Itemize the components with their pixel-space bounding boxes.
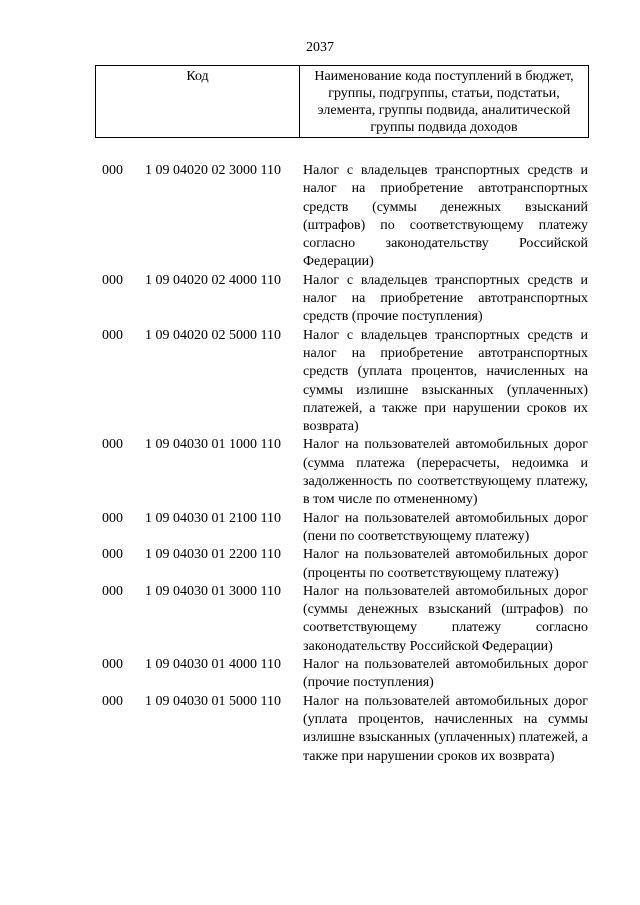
table-row <box>0 656 640 693</box>
row-code: 1 09 04030 01 2100 110 <box>145 510 281 526</box>
table-row <box>0 546 640 583</box>
row-admin-code: 000 <box>102 437 123 453</box>
row-description: Налог на пользователей автомобильных дорог (суммы денежных взысканий (штрафов) по соответствующему платежу согласно законодательству Российской Федерации) <box>303 583 588 654</box>
row-description: Налог на пользователей автомобильных дорог (сумма платежа (перерасчеты, недоимка и задолженность по соответствующему платежу, в том числе по отмененному) <box>303 437 588 508</box>
row-description: Налог с владельцев транспортных средств и налог на приобретение автотранспортных средств (уплата процентов, начисленных на суммы излишне взысканных (уплаченных) платежей, а также при нарушении сроков их возврата) <box>303 327 588 435</box>
row-code: 1 09 04020 02 3000 110 <box>145 163 281 178</box>
row-code: 1 09 04020 02 5000 110 <box>145 327 281 343</box>
table-row <box>0 162 640 272</box>
row-admin-code: 000 <box>102 510 123 526</box>
table-row <box>0 272 640 327</box>
row-code: 1 09 04030 01 5000 110 <box>145 693 281 709</box>
table-body <box>0 162 640 766</box>
header-name: Наименование кода поступлений в бюджет, группы, подгруппы, статьи, подстатьи, элемента, группы подвида, аналитической группы подвида доходов <box>314 69 574 135</box>
page-number: 2037 <box>306 40 334 55</box>
row-admin-code: 000 <box>102 657 123 673</box>
row-code: 1 09 04030 01 4000 110 <box>145 657 281 673</box>
row-code: 1 09 04030 01 1000 110 <box>145 437 281 453</box>
row-admin-code: 000 <box>102 583 123 599</box>
row-description: Налог с владельцев транспортных средств и налог на приобретение автотранспортных средств (суммы денежных взысканий (штрафов) по соответствующему платежу согласно законодательству Российской Федерации) <box>303 163 588 270</box>
row-admin-code: 000 <box>102 693 123 709</box>
table-row <box>0 510 640 547</box>
row-description: Налог на пользователей автомобильных дорог (пени по соответствующему платежу) <box>303 510 588 544</box>
row-description: Налог с владельцев транспортных средств и налог на приобретение автотранспортных средств (прочие поступления) <box>303 272 588 325</box>
table-row <box>0 693 640 766</box>
row-code: 1 09 04020 02 4000 110 <box>145 272 281 288</box>
row-description: Налог на пользователей автомобильных дорог (проценты по соответствующему платежу) <box>303 547 588 581</box>
header-code: Код <box>96 66 300 137</box>
row-description: Налог на пользователей автомобильных дорог (прочие поступления) <box>303 657 588 691</box>
row-code: 1 09 04030 01 2200 110 <box>145 547 281 563</box>
row-admin-code: 000 <box>102 547 123 563</box>
table-row <box>0 436 640 509</box>
table-row <box>0 327 640 437</box>
row-admin-code: 000 <box>102 272 123 288</box>
row-admin-code: 000 <box>102 327 123 343</box>
table-row <box>0 583 640 656</box>
row-admin-code: 000 <box>102 163 123 178</box>
row-description: Налог на пользователей автомобильных дорог (уплата процентов, начисленных на суммы излишне взысканных (уплаченных) платежей, а также при нарушении сроков их возврата) <box>303 693 588 764</box>
table-header <box>95 65 589 138</box>
row-code: 1 09 04030 01 3000 110 <box>145 583 281 599</box>
